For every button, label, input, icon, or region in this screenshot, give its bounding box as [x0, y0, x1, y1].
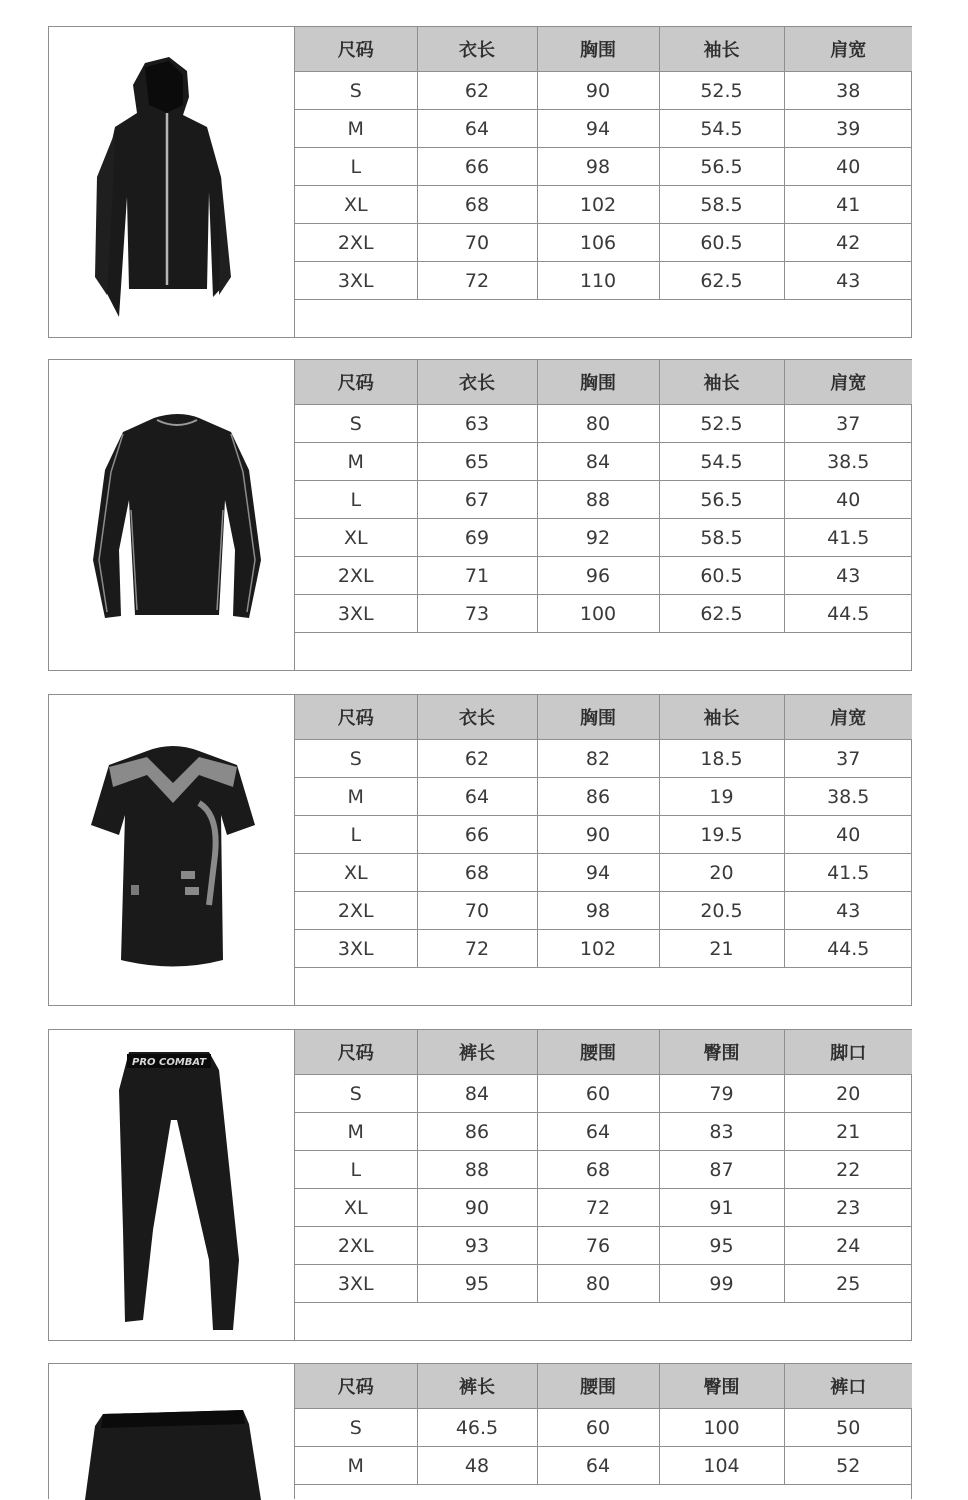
table-cell: 58.5	[659, 519, 784, 557]
table-cell: 62.5	[659, 262, 784, 300]
table-cell: 64	[537, 1113, 659, 1151]
table-cell: 44.5	[784, 595, 912, 633]
table-cell: 72	[417, 262, 537, 300]
size-card-shorts	[48, 1363, 912, 1499]
table-cell: 63	[417, 405, 537, 443]
blank-row	[295, 633, 912, 670]
table-row	[295, 816, 912, 854]
header-waist: 腰围	[537, 1030, 659, 1075]
table-cell: 88	[417, 1151, 537, 1189]
table-cell: M	[295, 1447, 417, 1485]
long-sleeve-shirt-image	[49, 360, 295, 670]
table-cell: 38.5	[784, 443, 912, 481]
blank-cell	[295, 300, 912, 337]
table-row	[295, 1151, 912, 1189]
table-cell: S	[295, 1409, 417, 1447]
size-table	[295, 27, 912, 336]
table-row	[295, 892, 912, 930]
table-cell: 60	[537, 1409, 659, 1447]
table-cell: 72	[417, 930, 537, 968]
leggings-image	[49, 1030, 295, 1340]
table-cell: 2XL	[295, 892, 417, 930]
table-cell: 3XL	[295, 930, 417, 968]
table-header-row	[295, 27, 912, 72]
table-cell: 79	[659, 1075, 784, 1113]
table-cell: XL	[295, 854, 417, 892]
table-cell: 80	[537, 1265, 659, 1303]
table-cell: 84	[417, 1075, 537, 1113]
table-row	[295, 481, 912, 519]
header-length: 衣长	[417, 360, 537, 405]
header-hip: 臀围	[659, 1030, 784, 1075]
size-table	[295, 1364, 912, 1485]
size-card-hoodie	[48, 26, 912, 338]
table-cell: 2XL	[295, 557, 417, 595]
header-size: 尺码	[295, 1030, 417, 1075]
table-cell: 95	[659, 1227, 784, 1265]
table-cell: 86	[417, 1113, 537, 1151]
table-cell: M	[295, 443, 417, 481]
table-cell: 56.5	[659, 148, 784, 186]
table-cell: S	[295, 1075, 417, 1113]
table-cell: 98	[537, 148, 659, 186]
header-size: 尺码	[295, 360, 417, 405]
short-sleeve-shirt-image	[49, 695, 295, 1005]
table-cell: 70	[417, 224, 537, 262]
table-row	[295, 110, 912, 148]
table-cell: 66	[417, 816, 537, 854]
size-card-long-sleeve	[48, 359, 912, 671]
table-row	[295, 148, 912, 186]
table-cell: 23	[784, 1189, 912, 1227]
table-cell: 68	[417, 186, 537, 224]
table-row	[295, 1113, 912, 1151]
header-pant-length: 裤长	[417, 1030, 537, 1075]
header-chest: 胸围	[537, 695, 659, 740]
table-cell: 3XL	[295, 262, 417, 300]
table-cell: 2XL	[295, 1227, 417, 1265]
table-cell: 40	[784, 816, 912, 854]
table-cell: 52.5	[659, 405, 784, 443]
table-cell: 60	[537, 1075, 659, 1113]
table-cell: M	[295, 1113, 417, 1151]
table-row	[295, 224, 912, 262]
table-header-row	[295, 695, 912, 740]
table-cell: 50	[784, 1409, 912, 1447]
table-cell: L	[295, 816, 417, 854]
table-cell: S	[295, 740, 417, 778]
header-pant-length: 裤长	[417, 1364, 537, 1409]
table-row	[295, 1075, 912, 1113]
size-card-short-sleeve	[48, 694, 912, 1006]
table-cell: 106	[537, 224, 659, 262]
blank-row	[295, 1303, 912, 1340]
table-cell: 20	[659, 854, 784, 892]
table-row	[295, 405, 912, 443]
table-cell: 60.5	[659, 224, 784, 262]
table-cell: 91	[659, 1189, 784, 1227]
blank-cell	[295, 1303, 912, 1340]
table-cell: 94	[537, 854, 659, 892]
table-row	[295, 740, 912, 778]
table-cell: 64	[537, 1447, 659, 1485]
table-cell: 99	[659, 1265, 784, 1303]
table-cell: 83	[659, 1113, 784, 1151]
table-cell: 41.5	[784, 854, 912, 892]
table-row	[295, 1447, 912, 1485]
table-cell: XL	[295, 1189, 417, 1227]
table-cell: M	[295, 110, 417, 148]
table-cell: 70	[417, 892, 537, 930]
table-cell: 100	[537, 595, 659, 633]
table-row	[295, 595, 912, 633]
table-cell: 62	[417, 740, 537, 778]
blank-cell	[295, 633, 912, 670]
table-cell: 48	[417, 1447, 537, 1485]
table-cell: S	[295, 72, 417, 110]
table-cell: 72	[537, 1189, 659, 1227]
table-cell: 80	[537, 405, 659, 443]
table-cell: 84	[537, 443, 659, 481]
blank-row	[295, 300, 912, 337]
table-cell: 96	[537, 557, 659, 595]
table-header-row	[295, 1030, 912, 1075]
table-cell: 37	[784, 740, 912, 778]
table-row	[295, 557, 912, 595]
header-chest: 胸围	[537, 27, 659, 72]
table-cell: 98	[537, 892, 659, 930]
blank-cell	[295, 968, 912, 1005]
product-image-cell	[49, 1030, 295, 1340]
table-cell: 90	[537, 816, 659, 854]
header-sleeve: 袖长	[659, 695, 784, 740]
table-row	[295, 72, 912, 110]
table-cell: 94	[537, 110, 659, 148]
table-cell: 44.5	[784, 930, 912, 968]
table-row	[295, 262, 912, 300]
table-row	[295, 1227, 912, 1265]
table-cell: 52	[784, 1447, 912, 1485]
header-size: 尺码	[295, 27, 417, 72]
table-cell: 82	[537, 740, 659, 778]
table-cell: 38.5	[784, 778, 912, 816]
table-cell: 40	[784, 148, 912, 186]
table-cell: 64	[417, 110, 537, 148]
table-cell: 43	[784, 262, 912, 300]
table-cell: 21	[659, 930, 784, 968]
table-cell: 102	[537, 930, 659, 968]
table-cell: 88	[537, 481, 659, 519]
header-shoulder: 肩宽	[784, 360, 912, 405]
table-cell: 41.5	[784, 519, 912, 557]
table-cell: M	[295, 778, 417, 816]
size-card-leggings	[48, 1029, 912, 1341]
table-cell: 62	[417, 72, 537, 110]
product-image-cell	[49, 1364, 295, 1499]
table-cell: 66	[417, 148, 537, 186]
table-cell: 102	[537, 186, 659, 224]
table-cell: 92	[537, 519, 659, 557]
table-cell: 52.5	[659, 72, 784, 110]
table-cell: XL	[295, 186, 417, 224]
table-cell: L	[295, 1151, 417, 1189]
table-cell: 64	[417, 778, 537, 816]
table-cell: 20	[784, 1075, 912, 1113]
product-image-cell	[49, 27, 295, 337]
header-sleeve: 袖长	[659, 27, 784, 72]
table-cell: 56.5	[659, 481, 784, 519]
table-cell: 25	[784, 1265, 912, 1303]
table-row	[295, 854, 912, 892]
hoodie-image	[49, 27, 295, 337]
table-cell: 93	[417, 1227, 537, 1265]
table-cell: 68	[417, 854, 537, 892]
table-cell: 110	[537, 262, 659, 300]
table-cell: 24	[784, 1227, 912, 1265]
table-row	[295, 1409, 912, 1447]
table-cell: 86	[537, 778, 659, 816]
table-cell: 95	[417, 1265, 537, 1303]
table-cell: L	[295, 481, 417, 519]
table-cell: 37	[784, 405, 912, 443]
header-size: 尺码	[295, 1364, 417, 1409]
table-cell: 46.5	[417, 1409, 537, 1447]
table-cell: 21	[784, 1113, 912, 1151]
table-cell: 2XL	[295, 224, 417, 262]
table-cell: 76	[537, 1227, 659, 1265]
table-row	[295, 778, 912, 816]
table-cell: L	[295, 148, 417, 186]
table-row	[295, 186, 912, 224]
table-cell: 100	[659, 1409, 784, 1447]
table-header-row	[295, 360, 912, 405]
table-cell: 62.5	[659, 595, 784, 633]
table-cell: 40	[784, 481, 912, 519]
header-leg-opening: 裤口	[784, 1364, 912, 1409]
table-cell: 20.5	[659, 892, 784, 930]
table-row	[295, 443, 912, 481]
table-cell: 60.5	[659, 557, 784, 595]
table-row	[295, 1265, 912, 1303]
shorts-image	[49, 1364, 295, 1500]
table-cell: 22	[784, 1151, 912, 1189]
table-cell: 69	[417, 519, 537, 557]
waistband-text: PRO COMBAT	[131, 1057, 207, 1068]
table-cell: 90	[417, 1189, 537, 1227]
table-cell: 19	[659, 778, 784, 816]
table-row	[295, 1189, 912, 1227]
table-cell: 38	[784, 72, 912, 110]
table-cell: 54.5	[659, 110, 784, 148]
size-table	[295, 1030, 912, 1339]
table-cell: 65	[417, 443, 537, 481]
table-cell: 104	[659, 1447, 784, 1485]
blank-row	[295, 968, 912, 1005]
table-header-row	[295, 1364, 912, 1409]
table-cell: 43	[784, 892, 912, 930]
table-cell: 90	[537, 72, 659, 110]
table-cell: 43	[784, 557, 912, 595]
header-size: 尺码	[295, 695, 417, 740]
table-cell: 19.5	[659, 816, 784, 854]
table-cell: S	[295, 405, 417, 443]
header-shoulder: 肩宽	[784, 695, 912, 740]
table-row	[295, 519, 912, 557]
table-row	[295, 930, 912, 968]
table-cell: 71	[417, 557, 537, 595]
table-cell: 42	[784, 224, 912, 262]
table-cell: 67	[417, 481, 537, 519]
product-image-cell	[49, 695, 295, 1005]
header-ankle: 脚口	[784, 1030, 912, 1075]
table-cell: 18.5	[659, 740, 784, 778]
table-cell: 41	[784, 186, 912, 224]
product-image-cell	[49, 360, 295, 670]
table-cell: 54.5	[659, 443, 784, 481]
header-waist: 腰围	[537, 1364, 659, 1409]
table-cell: 73	[417, 595, 537, 633]
header-chest: 胸围	[537, 360, 659, 405]
size-table	[295, 695, 912, 1004]
header-sleeve: 袖长	[659, 360, 784, 405]
table-cell: 3XL	[295, 595, 417, 633]
table-cell: 68	[537, 1151, 659, 1189]
table-cell: 3XL	[295, 1265, 417, 1303]
table-cell: 39	[784, 110, 912, 148]
header-length: 衣长	[417, 27, 537, 72]
table-cell: XL	[295, 519, 417, 557]
size-table	[295, 360, 912, 669]
header-shoulder: 肩宽	[784, 27, 912, 72]
header-hip: 臀围	[659, 1364, 784, 1409]
table-cell: 58.5	[659, 186, 784, 224]
table-cell: 87	[659, 1151, 784, 1189]
header-length: 衣长	[417, 695, 537, 740]
